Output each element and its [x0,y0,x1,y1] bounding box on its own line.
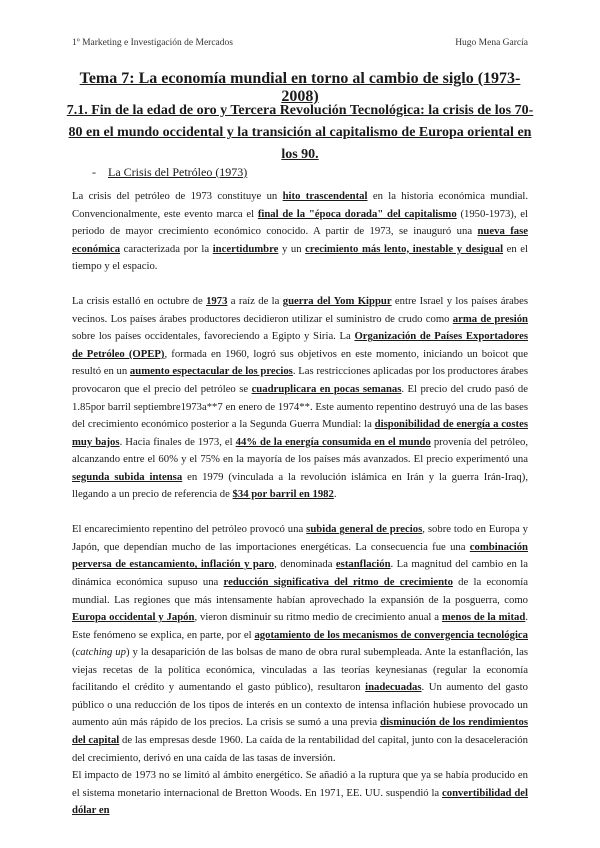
paragraph [72,293,528,504]
emphasis-text: disponibilidad de energía a costes muy bajos [72,418,528,448]
text-run: y un [278,242,306,255]
emphasis-text: 1973 [206,295,228,308]
text-run: La crisis del petróleo de 1973 constituye un [72,190,283,202]
emphasis-text: combinación perversa de estancamiento, inflación y paro [72,540,528,571]
emphasis-text: nueva fase económica [72,225,529,255]
emphasis-text: hito trascendental [282,190,368,202]
text-run: sobre los países occidentales, favoreciendo a Egipto y Siria. La [72,330,355,343]
emphasis-text: menos de la mitad [441,611,526,624]
text-run: . Las restricciones aplicadas por los productores árabes provocaron que el precio del petróleo se [72,365,528,396]
text-run: , denominada [274,558,336,571]
emphasis-text: Organización de Países Exportadores de Petróleo (OPEP) [72,330,528,360]
document-subtitle: 7.1. Fin de la edad de oro y Tercera Revolución Tecnológica: la crisis de los 70-80 en el mundo occidental y la transición al capitalismo de Europa oriental en los 90. [66,103,534,162]
document-body [72,188,528,837]
document-title: Tema 7: La economía mundial en torno al cambio de siglo (1973-2008) [79,70,521,105]
italic-text: catching up [75,646,126,659]
emphasis-text: 44% de la energía consumida en el mundo [235,435,431,448]
text-run: . Hacia finales de 1973, el [119,435,236,448]
emphasis-text: Europa occidental y Japón [72,611,195,624]
emphasis-text: final de la "época dorada" del capitalismo [257,207,457,220]
text-run: La crisis estalló en octubre de [72,295,207,308]
emphasis-text: inadecuadas [365,681,422,694]
text-run: en la historia económica mundial. Convencionalmente, este evento marca el [72,190,528,220]
text-run: ( [72,646,76,659]
emphasis-text: reducción significativa del ritmo de crecimiento [223,576,453,589]
emphasis-text: cuadruplicara en pocas semanas [251,383,402,396]
emphasis-text: subida general de precios [306,523,423,536]
emphasis-text: guerra del Yom Kippur [282,295,392,308]
text-run: entre Israel y los países árabes vecinos. Los países árabes productores decidieron utilizar el suministro de crudo como [72,295,529,325]
text-run: . Un aumento del gasto público o una reducción de los tipos de interés en un contexto de intensa inflación hubiese provocado un aumento aún más rápido de los precios. La crisis se sumó a una previa [72,681,528,729]
emphasis-text: agotamiento de los mecanismos de convergencia tecnológica [254,628,529,641]
section-label: La Crisis del Petróleo (1973) [108,165,248,179]
section-heading [92,165,247,180]
emphasis-text: aumento espectacular de los precios [129,365,293,378]
text-run: , vieron disminuir su ritmo medio de crecimiento anual a [194,611,442,624]
emphasis-text: crecimiento más lento, inestable y desigual [305,242,504,255]
text-run: de las empresas desde 1960. La caída de la rentabilidad del capital, junto con la desaceleración del crecimiento, derivó en una caída de las tasas de inversión. [72,733,528,764]
text-run: . El precio del crudo pasó de 1.85por barril septiembre1973a**7 en enero de 1974**. Este aumento repentino destruyó una de las bases del crecimiento económico posterior a la Segunda Guerra Mundial: la [72,383,528,431]
header-course: 1º Marketing e Investigación de Mercados [72,38,233,48]
text-run: caracterizada por la [120,242,213,255]
header-author: Hugo Mena García [455,38,528,48]
text-run: ) y la desaparición de las bolsas de mano de obra rural subempleada. Ante la estanflación, las viejas recetas de la política económica, vinculadas a las teorías keynesianas (regular la economía facilitando el crédito y aumentando el gasto público), resultaron [72,646,528,694]
page-header [72,38,528,48]
text-run: , formada en 1960, logró sus objetivos en este momento, iniciando un boicot que resultó en un [72,347,529,378]
emphasis-text: arma de presión [452,312,528,325]
text-run: . La magnitud del cambio en la dinámica económica supuso una [72,558,528,589]
text-run: . [333,488,337,501]
emphasis-text: disminución de los rendimientos del capital [72,716,528,746]
emphasis-text: estanflación [335,558,391,571]
text-run: en el tiempo y el espacio. [72,242,528,273]
text-run: . Este fenómeno se explica, en parte, por el [72,611,529,641]
section-bullet: - [92,165,96,179]
text-run: , sobre todo en Europa y Japón, que dependían mucho de las importaciones energéticas. La consecuencia fue una [72,523,529,553]
text-run: de la economía mundial. Las regiones que más intensamente habían aprovechado la expansión de la posguerra, como [72,576,528,606]
emphasis-text: segunda subida intensa [72,470,183,483]
text-run: provenía del petróleo, alcanzando entre el 60% y el 75% en la mayoría de los países más avanzados. El precio experimentó una [72,435,529,466]
paragraph [72,188,528,276]
paragraph [72,521,528,767]
text-run: (1950-1973), el periodo de mayor crecimiento económico conocido. A partir de 1973, se inauguró una [72,207,529,238]
emphasis-text: incertidumbre [212,242,279,255]
text-run: a raíz de la [227,295,283,308]
text-run: El encarecimiento repentino del petróleo provocó una [72,523,307,536]
text-run: en 1979 (vinculada a la revolución islámica en Irán y la guerra Irán-Iraq), llegando a un precio de referencia de [72,470,529,501]
paragraph [72,767,528,820]
text-run: El impacto de 1973 no se limitó al ámbito energético. Se añadió a la ruptura que ya se había producido en el sistema monetario internacional de Bretton Woods. En 1971, EE. UU. suspendió la [72,769,528,799]
emphasis-text: $34 por barril en 1982 [232,488,334,501]
emphasis-text: convertibilidad del dólar en [72,786,528,817]
